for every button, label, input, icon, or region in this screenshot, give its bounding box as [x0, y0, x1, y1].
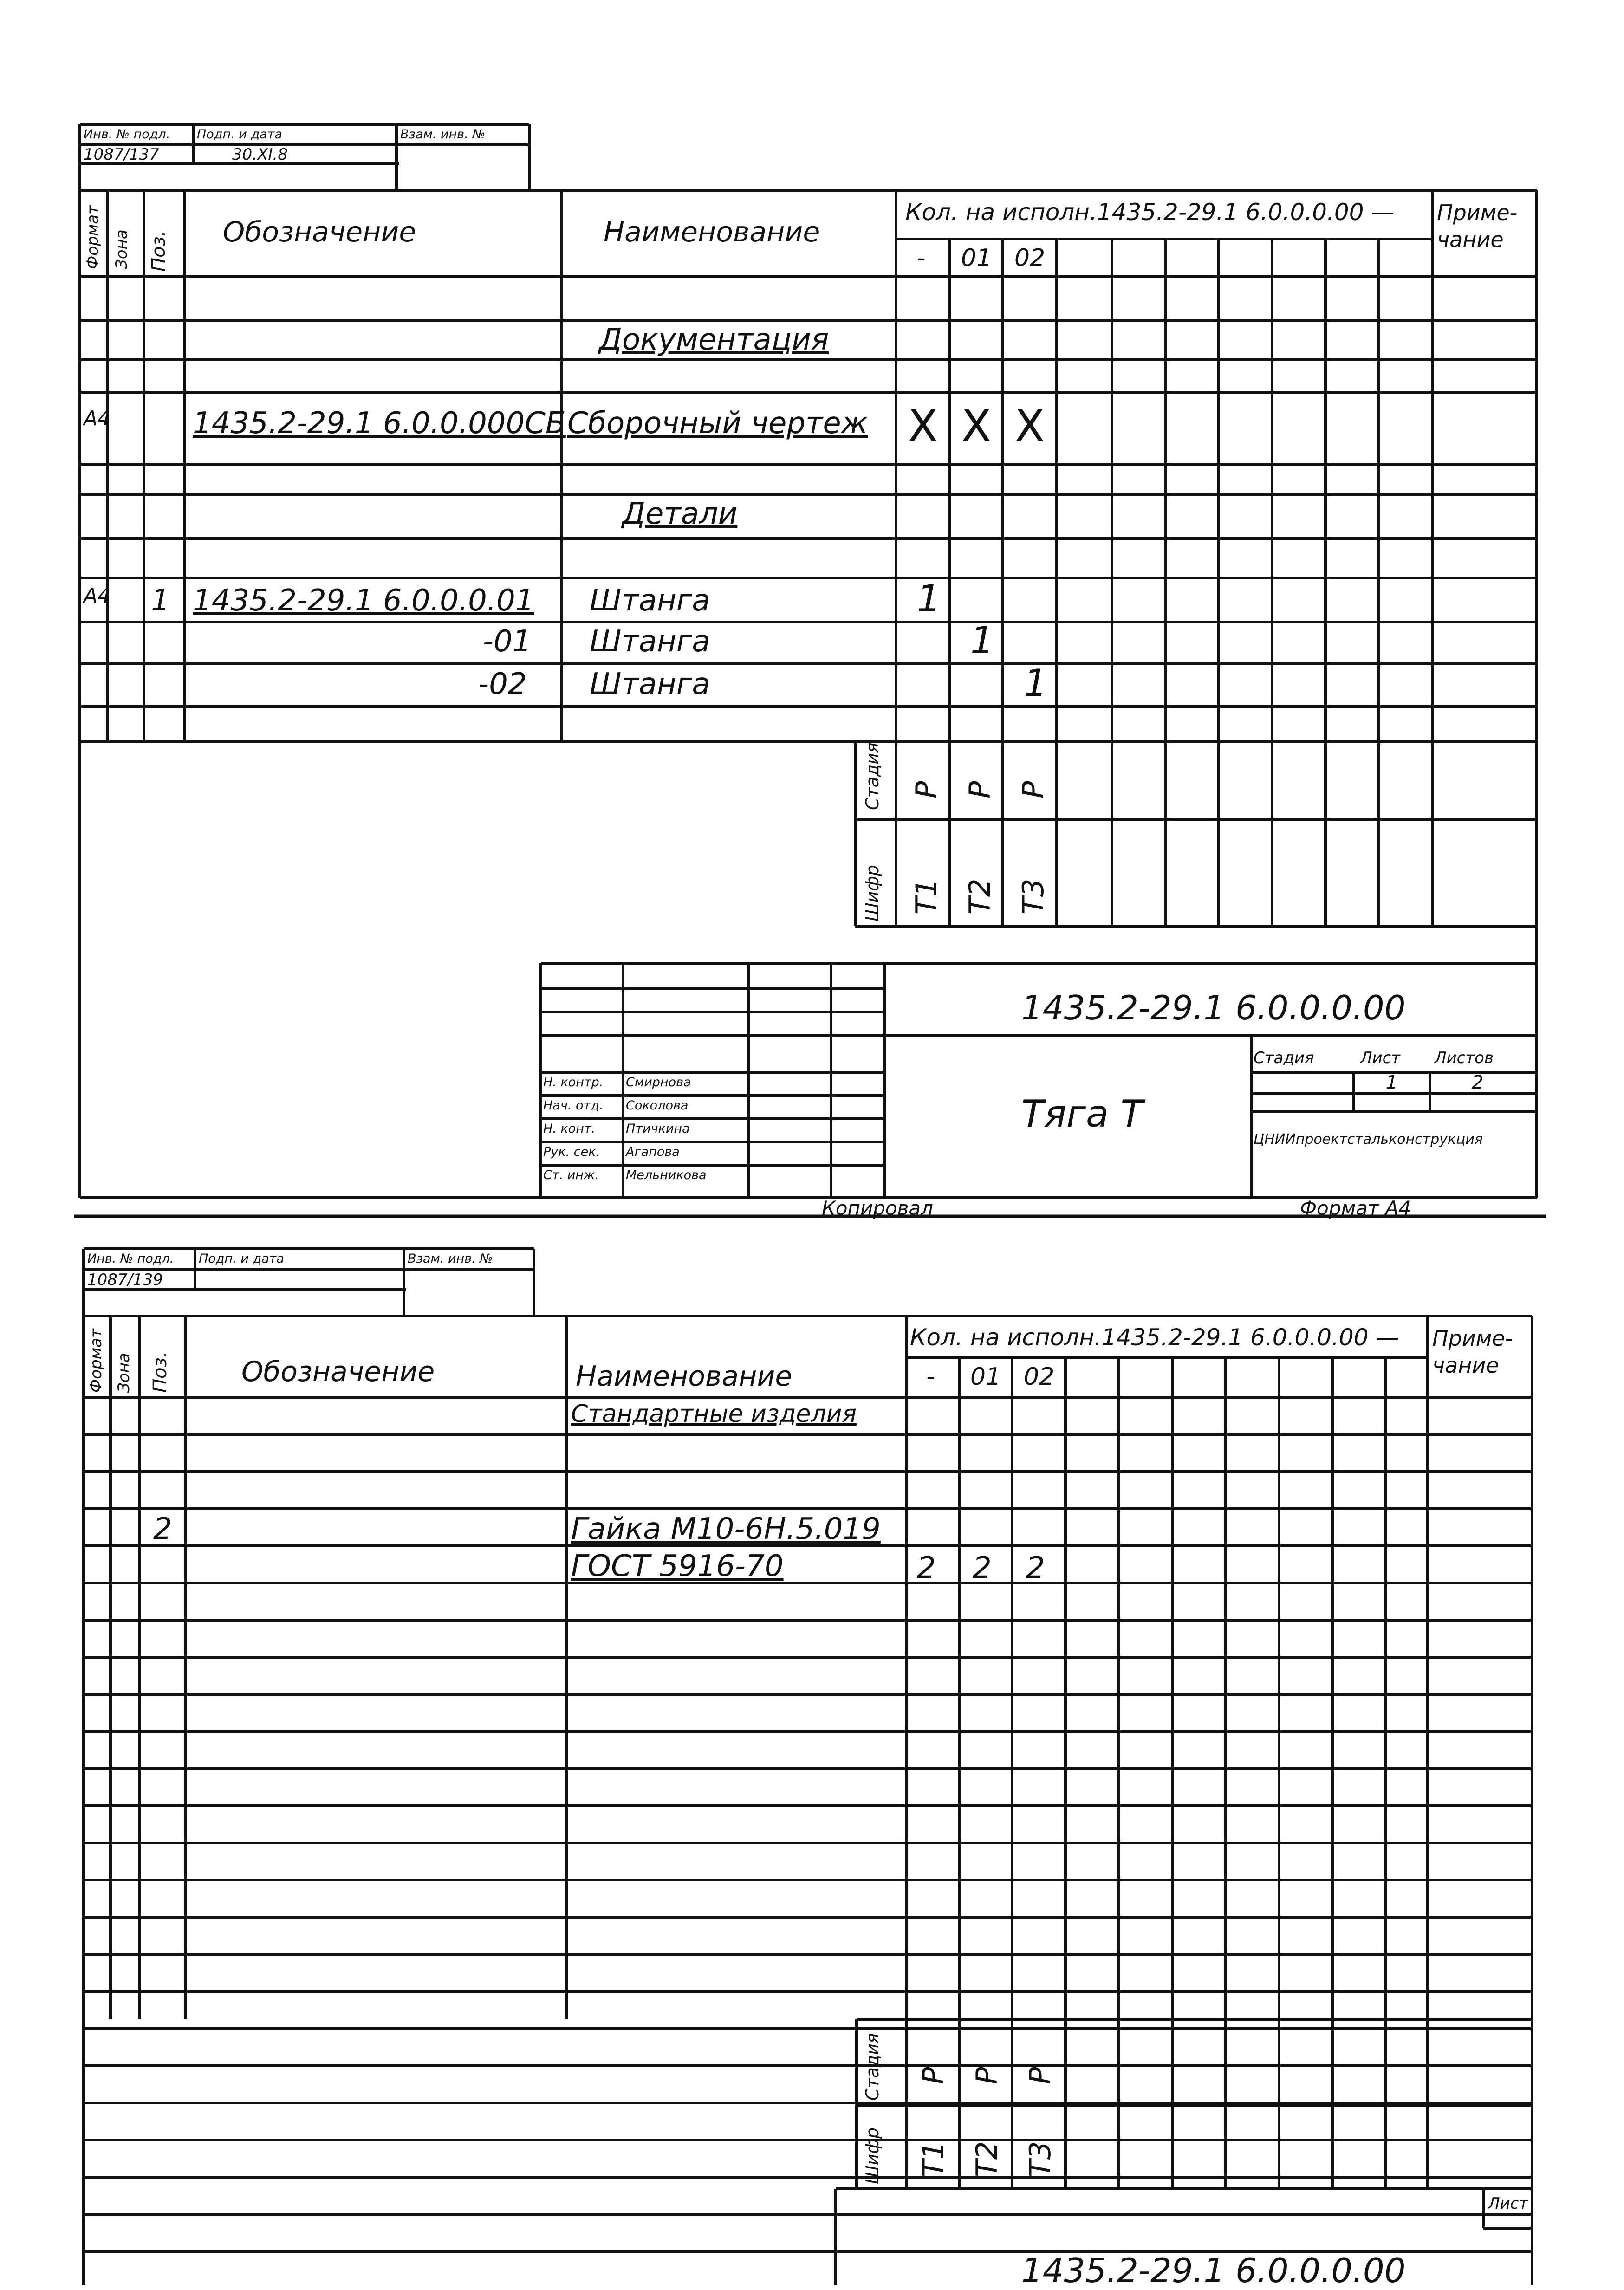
row-designation: 1435.2-29.1 6.0.0.000СБ [193, 406, 566, 441]
sheet-label: Лист [1488, 2194, 1528, 2213]
replaced-inv-label: Взам. инв. № [408, 1252, 493, 1266]
inv-number: 1087/137 [84, 145, 159, 164]
row-name: Штанга [590, 624, 710, 659]
sign-date-value: 30.XI.8 [232, 145, 288, 164]
row-qty-base: 1 [917, 577, 941, 620]
role: Н. контр. [543, 1075, 604, 1090]
row-format: A4 [84, 407, 111, 430]
signer-name: Птичкина [626, 1122, 690, 1136]
col-designation-header: Обозначение [223, 216, 416, 248]
row-qty-02: X [1014, 400, 1045, 452]
stage-label: Стадия [862, 742, 883, 810]
stage-value: Р [909, 781, 943, 798]
code-value: Т3 [1016, 878, 1050, 915]
code-value: Т2 [963, 878, 997, 915]
stage-value: Р [1023, 2067, 1057, 2084]
row-name: Гайка М10-6Н.5.019 [571, 1512, 881, 1546]
row-name: Сборочный чертеж [567, 406, 868, 441]
inv-label: Инв. № подл. [84, 127, 170, 142]
role: Н. конт. [543, 1122, 596, 1136]
row-qty-01: X [961, 400, 992, 452]
replaced-inv-label: Взам. инв. № [400, 127, 486, 142]
row-qty-02: 1 [1024, 662, 1047, 705]
doc-number: 1435.2-29.1 6.0.0.0.00 [1021, 2251, 1406, 2290]
row-qty-02: 2 [1026, 1551, 1045, 1585]
code-label: Шифр [862, 2128, 883, 2184]
qty-col-base: - [926, 1363, 935, 1391]
qty-col-02: 02 [1014, 244, 1046, 272]
row-designation: 1435.2-29.1 6.0.0.0.01 [193, 584, 534, 618]
inv-label: Инв. № подл. [87, 1252, 174, 1266]
qty-col-02: 02 [1024, 1363, 1055, 1391]
code-value: Т1 [909, 878, 943, 915]
row-qty-base: X [908, 400, 938, 452]
col-notes-header: Приме-чание [1432, 1326, 1513, 1378]
qty-caption: Кол. на исполн.1435.2-29.1 6.0.0.0.00 — [905, 199, 1395, 226]
code-value: Т1 [916, 2141, 950, 2177]
row-designation: -02 [478, 667, 527, 701]
stage-hdr: Стадия [1254, 1049, 1314, 1067]
org-name: ЦНИИпроектстальконструкция [1254, 1131, 1483, 1148]
sheets-total: 2 [1472, 1072, 1484, 1093]
copied-label: Копировал [822, 1197, 933, 1220]
qty-col-01: 01 [961, 244, 992, 272]
col-format-header: Формат [84, 205, 102, 269]
sheet-no: 1 [1386, 1072, 1398, 1093]
sign-date-label: Подп. и дата [197, 127, 282, 142]
role: Рук. сек. [543, 1145, 600, 1159]
row-format: A4 [84, 584, 111, 608]
stage-value: Р [1016, 781, 1050, 798]
col-zone-header: Зона [112, 229, 131, 269]
row-name: Штанга [590, 584, 710, 618]
row-designation: -01 [483, 624, 532, 659]
format-label: Формат А4 [1300, 1197, 1411, 1220]
row-qty-base: 2 [917, 1551, 936, 1585]
section-title: Детали [622, 497, 738, 531]
qty-caption: Кол. на исполн.1435.2-29.1 6.0.0.0.00 — [910, 1324, 1399, 1351]
row-name: ГОСТ 5916-70 [571, 1549, 784, 1583]
col-zone-header: Зона [115, 1353, 133, 1393]
stage-value: Р [963, 781, 997, 798]
sign-date-label: Подп. и дата [199, 1252, 284, 1266]
signer-name: Агапова [626, 1145, 680, 1159]
row-qty-01: 1 [970, 619, 994, 662]
col-name-header: Наименование [604, 216, 820, 248]
code-label: Шифр [862, 865, 883, 921]
signer-name: Мельникова [626, 1168, 707, 1182]
role: Нач. отд. [543, 1098, 604, 1113]
doc-title: Тяга Т [1021, 1092, 1143, 1135]
role: Ст. инж. [543, 1168, 599, 1182]
stage-label: Стадия [862, 2033, 883, 2101]
section-title: Стандартные изделия [571, 1400, 857, 1428]
code-value: Т2 [970, 2141, 1004, 2177]
stage-value: Р [916, 2067, 950, 2084]
col-format-header: Формат [87, 1329, 105, 1393]
doc-number: 1435.2-29.1 6.0.0.0.00 [1021, 988, 1406, 1027]
section-title: Документация [599, 323, 829, 357]
signer-name: Соколова [626, 1098, 689, 1113]
col-pos-header: Поз. [148, 230, 169, 272]
col-pos-header: Поз. [149, 1351, 171, 1393]
inv-number: 1087/139 [87, 1271, 163, 1289]
col-notes-header: Приме-чание [1437, 200, 1518, 252]
col-name-header: Наименование [576, 1360, 793, 1393]
qty-col-base: - [917, 244, 926, 272]
row-pos: 2 [153, 1512, 172, 1546]
stage-value: Р [970, 2067, 1004, 2084]
row-pos: 1 [151, 584, 170, 618]
code-value: Т3 [1023, 2141, 1057, 2177]
row-name: Штанга [590, 667, 710, 701]
qty-col-01: 01 [970, 1363, 1001, 1391]
row-qty-01: 2 [973, 1551, 992, 1585]
sheets-hdr: Листов [1435, 1049, 1494, 1067]
sheet-hdr: Лист [1360, 1049, 1401, 1067]
col-designation-header: Обозначение [241, 1356, 435, 1388]
signer-name: Смирнова [626, 1075, 691, 1090]
